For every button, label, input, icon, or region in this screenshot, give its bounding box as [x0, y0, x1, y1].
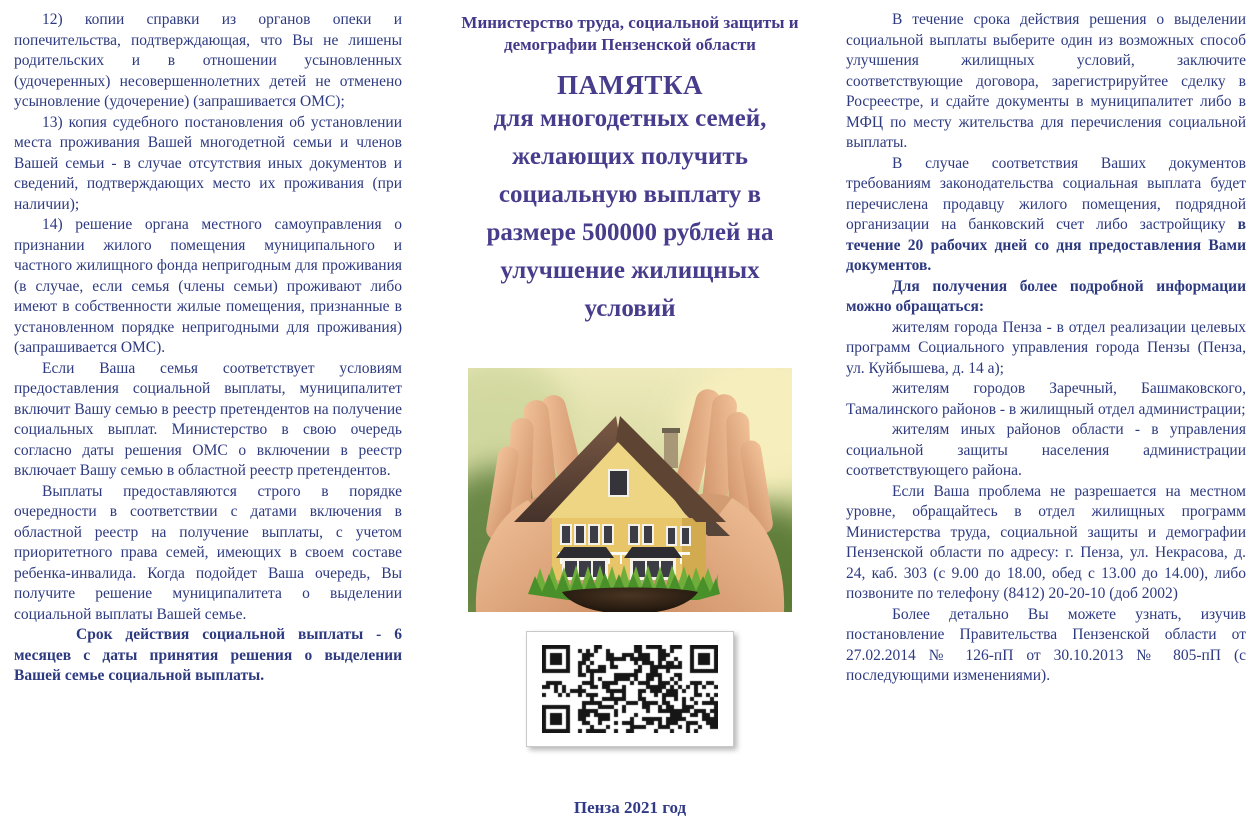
paragraph-legal-reference: Более детально Вы можете узнать, изучив постановление Правительства Пензенской области от 27.02.2014 № 126-пП от 30.10.2013 № 805-пП (с последующими изменениями). — [846, 605, 1246, 684]
center-column — [440, 10, 820, 816]
ministry-header: Министерство труда, социальной защиты и демографии Пензенской области — [461, 13, 799, 54]
paragraph-transfer-terms-text: В случае соответствия Ваших документов требованиям законодательства социальная выплата будет перечислена продавцу жилого помещения, подрядной организации на банковский счет либо застройщику — [846, 154, 1246, 233]
paragraph-family-eligibility: Если Ваша семья соответствует условиям предоставления социальной выплаты, муниципалитет включит Вашу семью в реестр претендентов на получение социальных выплат. Министерство в свою очередь согласно даты решения ОМС о включении в реестр включает Вашу семью в областной реестр претендентов. — [14, 359, 402, 479]
paragraph-item-13: 13) копия судебного постановления об установлении места проживания Вашей многодетной семьи и членов Вашей семьи - в случае отсутствия иных документов и сведений, подтверждающих место их проживания (при наличии); — [14, 113, 402, 213]
qr-code — [526, 631, 734, 747]
qr-code-canvas — [542, 645, 718, 733]
left-column — [14, 10, 402, 816]
paragraph-item-12: 12) копии справки из органов опеки и попечительства, подтверждающая, что Вы не лишены родительских и в отношении усыновленных (удочеренных) несовершеннолетних детей не отменено усыновление (удочерение) (запрашивается ОМС); — [14, 11, 402, 110]
paragraph-validity-term: Срок действия социальной выплаты - 6 месяцев с даты принятия решения о выделении Вашей семье социальной выплаты. — [14, 626, 402, 684]
paragraph-ministry-address: Если Ваша проблема не разрешается на местном уровне, обращайтесь в отдел жилищных программ Министерства труда, социальной защиты и демографии Пензенской области по адресу: г. Пенза, ул. Некрасова, д. 24, каб. 303 (с 9.00 до 18.00, обед с 13.00 до 14.00), либо позвоните по телефону (8412) 20-20-10 (доб 2002) — [846, 482, 1246, 602]
paragraph-transfer-terms-bold: в течение 20 рабочих дней со дня предоставления Вами документов. — [846, 216, 1246, 274]
hands-house-illustration — [468, 368, 792, 612]
paragraph-contacts-other: жителям иных районов области - в управления социальной защиты населения администрации соответствующего района. — [846, 421, 1246, 479]
paragraph-transfer-terms — [846, 154, 1246, 277]
paragraph-contacts-districts: жителям городов Заречный, Башмаковского, Тамалинского районов - в жилищный отдел администрации; — [846, 380, 1246, 418]
page-title: ПАМЯТКА — [556, 70, 704, 100]
right-column — [846, 10, 1246, 816]
page-subtitle: для многодетных семей, желающих получить социальную выплату в размере 500000 рублей на улучшение жилищных условий — [486, 105, 774, 322]
paragraph-payment-order: Выплаты предоставляются строго в порядке очередности в соответствии с датами включения в областной реестр на получение выплаты, с учетом приоритетного права семей, имеющих в своем составе ребенка-инвалида. Когда подойдет Ваша очередь, Вы получите решение муниципалитета о выделении социальной выплаты Вашей семье. — [14, 482, 402, 623]
paragraph-choose-method: В течение срока действия решения о выделении социальной выплаты выберите один из возможных способ улучшения жилищных условий, заключите соответствующие договора, зарегистрируйтее сделку в Росреестре, и сдайте документы в муниципалитет либо в МФЦ по месту жительства для перечисления социальной выплаты. — [846, 11, 1246, 151]
paragraph-contacts-penza: жителям города Пенза - в отдел реализации целевых программ Социального управления города Пензы (Пенза, ул. Куйбышева, д. 14 а); — [846, 318, 1246, 377]
hands-holding-house-photo — [468, 368, 792, 612]
paragraph-contacts-heading: Для получения более подробной информации можно обращаться: — [846, 277, 1246, 315]
footer-city-year: Пенза 2021 год — [573, 798, 687, 816]
paragraph-item-14: 14) решение органа местного самоуправления о признании жилого помещения муниципального и частного жилищного фонда непригодным для проживания (в случае, если семья (члены семьи) проживают либо имеют в собственности жилые помещения, признанные в установленном порядке непригодными для проживания) (запрашивается ОМС). — [14, 216, 402, 356]
